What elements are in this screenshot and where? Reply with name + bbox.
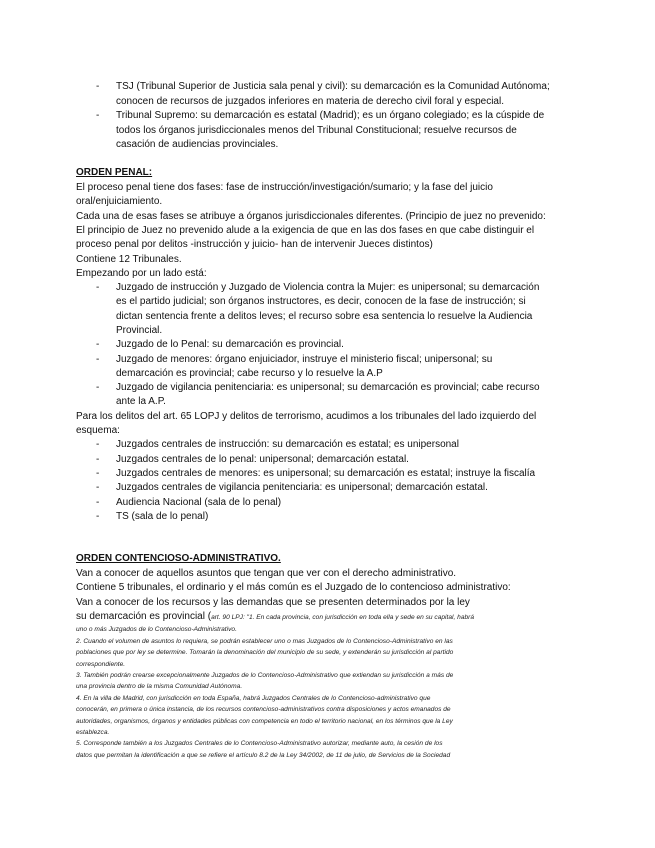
list-item-line: conocen de recursos de juzgados inferiores en materia de derecho civil foral y especial. (116, 95, 504, 107)
list-item-line: Audiencia Nacional (sala de lo penal) (116, 496, 282, 508)
section-heading-penal: ORDEN PENAL: (76, 167, 153, 178)
quote-line: 3. También podrán crearse excepcionalmente Juzgados de lo Contencioso-Administrativo que extiendan su jurisdicción a más de (76, 672, 454, 679)
paragraph-line: Van a conocer de aquellos asuntos que tengan que ver con el derecho administrativo. (76, 568, 457, 579)
bullet-dash: - (96, 482, 100, 494)
list-item-line: Juzgados centrales de lo penal: unipersonal; demarcación estatal. (116, 453, 409, 465)
bullet-dash: - (96, 339, 100, 351)
paragraph-line: Empezando por un lado está: (76, 267, 207, 279)
bullet-dash: - (96, 110, 100, 121)
list-item-line: TSJ (Tribunal Superior de Justicia sala penal y civil): su demarcación es la Comunidad Autónoma; (116, 81, 550, 92)
bullet-dash: - (96, 282, 100, 293)
paragraph-line: Contiene 12 Tribunales. (76, 253, 182, 265)
list-item-line: TS (sala de lo penal) (116, 510, 209, 522)
quote-line: autoridades, organismos, órganos y entidades públicas con competencia en todo el territorio nacional, en los términos que la Ley (76, 717, 453, 725)
bullet-dash: - (96, 439, 100, 451)
quote-line: 2. Cuando el volumen de asuntos lo requiera, se podrán establecer uno o mas Juzgados de lo Contencioso-Administrativo en las (76, 637, 453, 645)
bullet-dash: - (96, 510, 100, 522)
list-item-line: es el partido judicial; son órganos instructores, es decir, conocen de la fase de instrucción; si (116, 296, 526, 308)
list-item-line: ante la A.P. (116, 396, 166, 408)
list-item-line: Juzgados centrales de vigilancia penitenciaria: es unipersonal; demarcación estatal. (116, 482, 488, 494)
paragraph-line: oral/enjuiciamiento. (76, 196, 163, 208)
paragraph-line: Para los delitos del art. 65 LOPJ y delitos de terrorismo, acudimos a los tribunales del lado izquierdo del (76, 410, 537, 422)
list-item-line: Juzgado de instrucción y Juzgado de Violencia contra la Mujer: es unipersonal; su demarcación (116, 282, 540, 293)
list-item-line: Juzgado de menores: órgano enjuiciador, instruye el ministerio fiscal; unipersonal; su (116, 353, 493, 365)
list-item-line: Juzgado de vigilancia penitenciaria: es unipersonal; su demarcación es provincial; cabe recurso (116, 382, 540, 394)
paragraph-text: su demarcación es provincial ( (76, 611, 212, 622)
bullet-dash: - (96, 382, 100, 394)
paragraph-line: Cada una de esas fases se atribuye a órganos jurisdiccionales diferentes. (Principio de juez no prevenido: (76, 210, 546, 222)
list-item-line: dictan sentencia frente a delitos leves; el recurso sobre esa sentencia lo resuelve la Audiencia (116, 310, 533, 322)
list-item-line: Tribunal Supremo: su demarcación es estatal (Madrid); es un órgano colegiado; es la cúspide de (116, 110, 545, 121)
bullet-dash: - (96, 81, 100, 92)
bullet-dash: - (96, 453, 100, 465)
paragraph-line: El proceso penal tiene dos fases: fase de instrucción/investigación/sumario; y la fase del juicio (76, 182, 493, 193)
list-item-line: casación de audiencias provinciales. (116, 139, 279, 151)
paragraph-line-mixed (76, 610, 474, 625)
quote-line: poblaciones que por ley se determine. Tomarán la denominación del municipio de su sede, y extenderán su jurisdicción al partido (76, 649, 454, 657)
bullet-dash: - (96, 353, 100, 365)
list-item-line: Juzgado de lo Penal: su demarcación es provincial. (116, 339, 344, 351)
list-item-line: Juzgados centrales de menores: es unipersonal; su demarcación es estatal; instruye la fiscalía (116, 467, 536, 479)
bullet-dash: - (96, 467, 100, 479)
quote-line: 5. Corresponde también a los Juzgados Centrales de lo Contencioso-Administrativo autorizar, mediante auto, la cesión de los (76, 740, 443, 748)
list-item-line: Provincial. (116, 324, 163, 336)
quote-line: 4. En la villa de Madrid, con jurisdicción en toda España, habrá Juzgados Centrales de lo Contencioso-administrativo que (76, 694, 431, 702)
quote-line: uno o más Juzgados de lo Contencioso-Administrativo. (76, 626, 237, 634)
footnote-quote: art. 90 LPJ: "1. En cada provincia, con jurisdicción en toda ella y sede en su capital, habrá (211, 614, 475, 621)
bullet-dash: - (96, 496, 100, 508)
list-item-line: Juzgados centrales de instrucción: su demarcación es estatal; es unipersonal (116, 439, 459, 451)
paragraph-line: esquema: (76, 425, 120, 436)
paragraph-line: Van a conocer de los recursos y las demandas que se presenten determinados por la ley (76, 596, 470, 608)
list-item-line: todos los órganos jurisdiccionales menos del Tribunal Constitucional; resuelve recursos de (116, 124, 517, 136)
paragraph-line: Contiene 5 tribunales, el ordinario y el más común es el Juzgado de lo contencioso administrativo: (76, 582, 511, 594)
section-heading-contencioso: ORDEN CONTENCIOSO-ADMINISTRATIVO. (76, 553, 281, 564)
paragraph-line: proceso penal por delitos -instrucción y juicio- han de intervenir Jueces distintos) (76, 239, 433, 251)
quote-line: correspondiente. (76, 660, 126, 668)
quote-line: datos que permitan la identificación a que se refiere el artículo 8.2 de la Ley 34/2002, de 11 de julio, de Servicios de la Sociedad (76, 751, 451, 759)
quote-line: una provincia dentro de la misma Comunidad Autónoma. (76, 683, 243, 691)
list-item-line: demarcación es provincial; cabe recurso y lo resuelve la A.P (116, 367, 383, 379)
quote-line: conocerán, en primera o única instancia, de los recursos contencioso-administrativos contra disposiciones y actos emanados de (76, 706, 451, 714)
quote-line: establezca. (76, 729, 110, 736)
paragraph-line: El principio de Juez no prevenido alude a la exigencia de que en las dos fases en que cabe distinguir el (76, 224, 535, 236)
